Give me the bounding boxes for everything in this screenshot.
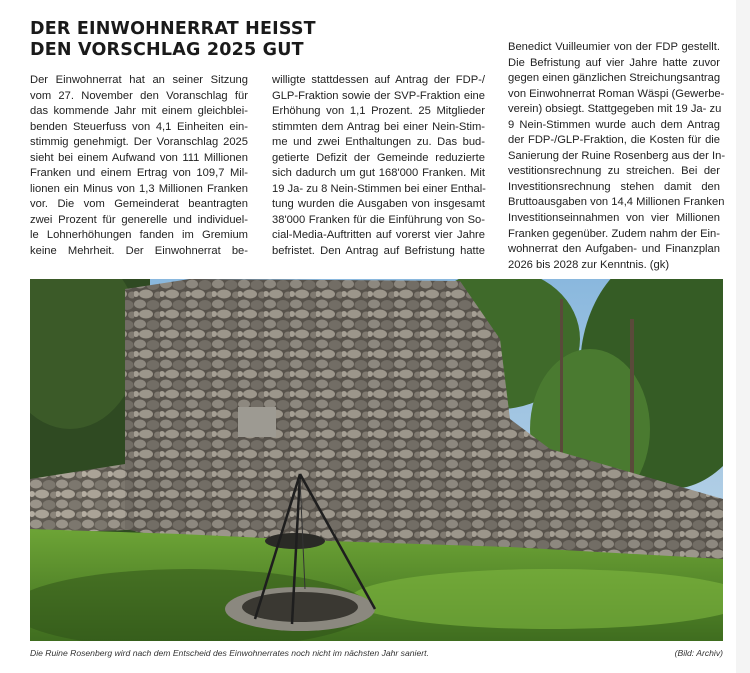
text-line: Sanierung der Ruine Rosenberg aus der In- — [508, 149, 726, 162]
text-line: zwei Prozent für generelle und individuel- — [30, 213, 248, 226]
text-line: sich dadurch um gut 168'000 Franken. Mit — [272, 167, 485, 180]
text-line: Franken und einem Ertrag von 109,7 Mil- — [30, 167, 248, 180]
text-line: von Einwohnerrat Roman Wäspi (Gewerbe- — [508, 87, 725, 100]
photo-credit: (Bild: Archiv) — [674, 648, 723, 658]
text-line: le Lohnerhöhungen fanden im Gremium — [30, 229, 248, 242]
text-line: Franken gegenüber. Zudem nahm der Ein- — [508, 227, 720, 240]
article-column-2 — [272, 73, 485, 260]
text-line: vom 27. November den Voranschlag für — [30, 89, 248, 102]
text-line: GLP-Fraktion sowie der SVP-Fraktion eine — [272, 89, 485, 102]
text-line: Investitionseinnahmen von vier Millionen — [508, 212, 720, 225]
text-line: 2026 bis 2028 zur Kenntnis. (gk) — [508, 258, 670, 271]
headline-line: DEN VORSCHLAG 2025 GUT — [30, 40, 304, 60]
article-column-3 — [508, 40, 726, 273]
text-line: 38'000 Franken für die Einführung von So- — [272, 213, 485, 226]
caption-text: Die Ruine Rosenberg wird nach dem Entscheid des Einwohnerrates noch nicht im nächsten Jahr saniert. — [30, 648, 429, 658]
text-line: Erhöhung von 1,1 Prozent. 25 Mitglieder — [272, 105, 485, 118]
text-line: cial-Media-Auftritten auf vorerst vier Jahre — [272, 229, 485, 242]
text-line: Die Befristung auf vier Jahre hatte zuvor — [508, 56, 720, 69]
page-edge — [736, 0, 750, 673]
ruin-photo — [30, 279, 723, 641]
text-line: benden Steuerfuss von 4,1 Einheiten ein- — [30, 120, 248, 133]
text-line: stimmig genehmigt. Der Voranschlag 2025 — [30, 136, 248, 149]
text-line: sieht bei einem Aufwand von 111 Millionen — [30, 151, 248, 164]
photo-caption — [30, 647, 723, 659]
text-line: der FDP-/GLP-Fraktion, die Kosten für die — [508, 134, 720, 147]
text-line: willigte stattdessen auf Antrag der FDP-/ — [272, 74, 485, 86]
text-line: das kommende Jahr mit einem gleichblei- — [30, 105, 248, 118]
text-line: me und zwei Enthaltungen zu. Das bud- — [272, 136, 485, 149]
text-line: tung wurden die Ausgaben von insgesamt — [272, 198, 485, 211]
text-line: Der Einwohnerrat hat an seiner Sitzung — [30, 74, 248, 86]
text-line: befristet. Den Antrag auf Befristung hatte — [272, 245, 485, 258]
text-line: 19 Ja- zu 8 Nein-Stimmen bei einer Enthal- — [272, 182, 486, 195]
text-line: gegen einen gänzlichen Streichungsantrag — [508, 72, 721, 85]
article-headline — [30, 19, 330, 61]
text-line: Investitionsrechnung stehen damit den — [508, 180, 720, 193]
text-line: Bruttoausgaben von 14,4 Millionen Franken — [508, 196, 725, 209]
text-line: lionen ein Minus von 1,3 Millionen Franken — [30, 182, 248, 195]
text-line: 9 Nein-Stimmen wurde auch dem Antrag — [508, 118, 720, 131]
text-line: keine Mehrheit. Der Einwohnerrat be- — [30, 245, 248, 258]
text-line: getierte Defizit der Gemeinde reduzierte — [272, 151, 485, 164]
text-line: stimmten dem Antrag bei einer Nein-Stim- — [272, 120, 485, 133]
headline-line: DER EINWOHNERRAT HEISST — [30, 19, 316, 39]
text-line: vor. Die vom Gemeinderat beantragten — [30, 198, 248, 211]
article-column-1 — [30, 73, 248, 260]
text-line: wohnerrat den Aufgaben- und Finanzplan — [508, 243, 720, 256]
text-line: Benedict Vuilleumier von der FDP gestellt. — [508, 41, 720, 53]
text-line: verein) obsiegt. Stattgegeben mit 19 Ja- zu — [508, 103, 722, 116]
ruin-photo-illustration — [30, 279, 723, 641]
text-line: vestitionsrechnung zu streichen. Bei der — [508, 165, 720, 178]
